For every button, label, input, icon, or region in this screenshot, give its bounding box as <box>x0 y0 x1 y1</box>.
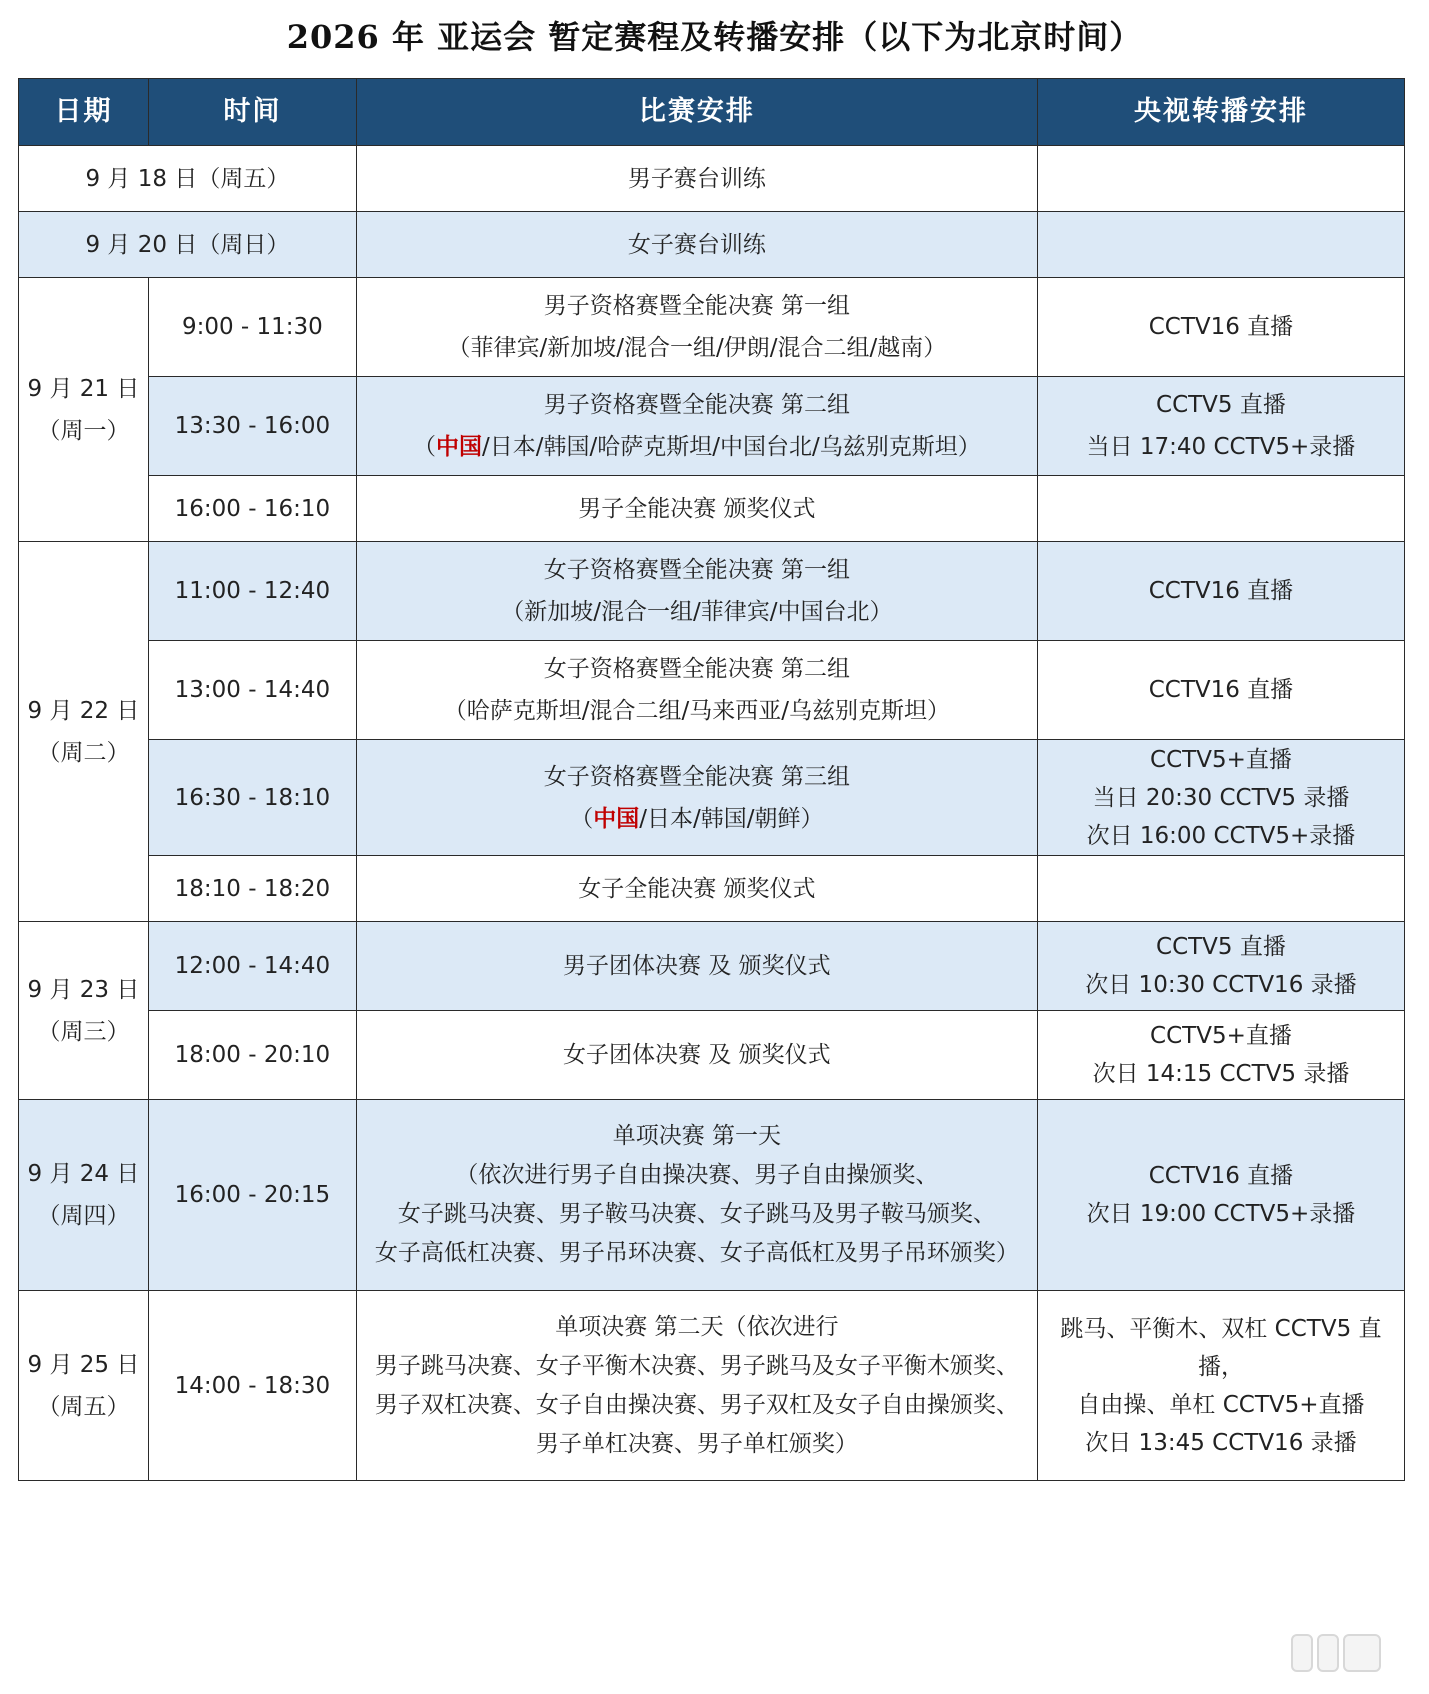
date-cell <box>19 1291 149 1481</box>
broadcast-cell <box>1037 476 1404 542</box>
time-cell: 9:00 - 11:30 <box>148 278 356 377</box>
event-text: （ <box>570 805 594 832</box>
table-row <box>19 641 1405 740</box>
event-text: （ <box>412 434 436 460</box>
broadcast-cell <box>1037 212 1404 278</box>
broadcast-line: CCTV5+直播 <box>1150 1023 1292 1049</box>
table-row <box>19 856 1405 922</box>
event-line <box>361 426 1033 468</box>
broadcast-cell <box>1037 922 1404 1011</box>
time-cell: 16:00 - 20:15 <box>148 1100 356 1291</box>
event-line: 单项决赛 第二天（依次进行 <box>555 1313 839 1340</box>
broadcast-cell <box>1037 1100 1404 1291</box>
event-line: 女子跳马决赛、男子鞍马决赛、女子跳马及男子鞍马颁奖、 <box>397 1201 996 1227</box>
date-text: 9 月 25 日 <box>27 1351 140 1378</box>
event-text: /日本/韩国/朝鲜） <box>639 805 824 832</box>
event-cell <box>356 1100 1037 1291</box>
broadcast-line: 次日 13:45 CCTV16 录播 <box>1085 1429 1357 1456</box>
broadcast-cell: CCTV16 直播 <box>1037 542 1404 641</box>
table-row <box>19 1011 1405 1100</box>
weekday-text: （周五） <box>37 1393 130 1420</box>
event-line: 女子资格赛暨全能决赛 第三组 <box>543 763 851 790</box>
event-line: 女子资格赛暨全能决赛 第二组 <box>543 656 851 682</box>
broadcast-line: 自由操、单杠 CCTV5+直播 <box>1077 1391 1365 1418</box>
date-text: 9 月 23 日 <box>27 976 140 1003</box>
broadcast-line: 次日 14:15 CCTV5 录播 <box>1092 1061 1350 1087</box>
broadcast-cell <box>1037 856 1404 922</box>
broadcast-line: 当日 20:30 CCTV5 录播 <box>1092 784 1350 811</box>
table-row <box>19 146 1405 212</box>
date-cell <box>19 922 149 1100</box>
table-row <box>19 476 1405 542</box>
table-row <box>19 212 1405 278</box>
time-cell: 14:00 - 18:30 <box>148 1291 356 1481</box>
event-cell <box>356 542 1037 641</box>
broadcast-cell <box>1037 1011 1404 1100</box>
event-cell: 女子全能决赛 颁奖仪式 <box>356 856 1037 922</box>
event-cell <box>356 377 1037 476</box>
date-cell <box>19 542 149 922</box>
broadcast-line: 次日 10:30 CCTV16 录播 <box>1085 972 1357 998</box>
event-cell: 女子赛台训练 <box>356 212 1037 278</box>
page-title: 2026 年 亚运会 暂定赛程及转播安排（以下为北京时间） <box>286 18 1143 56</box>
event-line: 女子资格赛暨全能决赛 第一组 <box>543 557 851 583</box>
schedule-table <box>18 78 1405 1481</box>
table-row <box>19 1100 1405 1291</box>
date-text: 9 月 24 日 <box>27 1161 140 1187</box>
event-cell: 男子全能决赛 颁奖仪式 <box>356 476 1037 542</box>
table-row <box>19 278 1405 377</box>
event-line: （新加坡/混合一组/菲律宾/中国台北） <box>501 599 893 625</box>
event-text: /日本/韩国/哈萨克斯坦/中国台北/乌兹别克斯坦） <box>481 434 981 460</box>
time-cell: 16:30 - 18:10 <box>148 740 356 856</box>
event-line: 女子高低杠决赛、男子吊环决赛、女子高低杠及男子吊环颁奖） <box>374 1240 1019 1266</box>
broadcast-cell: CCTV16 直播 <box>1037 278 1404 377</box>
header-date: 日期 <box>19 79 149 146</box>
event-line: （哈萨克斯坦/混合二组/马来西亚/乌兹别克斯坦） <box>443 698 950 724</box>
event-cell <box>356 740 1037 856</box>
date-text: 9 月 21 日 <box>27 375 140 402</box>
broadcast-line: 跳马、平衡木、双杠 CCTV5 直播， <box>1060 1315 1382 1380</box>
event-line: 男子跳马决赛、女子平衡木决赛、男子跳马及女子平衡木颁奖、 <box>374 1352 1019 1379</box>
broadcast-line: CCTV5 直播 <box>1156 934 1286 960</box>
time-cell: 13:00 - 14:40 <box>148 641 356 740</box>
broadcast-line: 当日 17:40 CCTV5+录播 <box>1086 434 1356 460</box>
event-cell <box>356 278 1037 377</box>
china-highlight: 中国 <box>435 434 482 460</box>
event-cell: 女子团体决赛 及 颁奖仪式 <box>356 1011 1037 1100</box>
event-line: （菲律宾/新加坡/混合一组/伊朗/混合二组/越南） <box>447 335 947 361</box>
event-cell: 男子团体决赛 及 颁奖仪式 <box>356 922 1037 1011</box>
time-cell: 18:00 - 20:10 <box>148 1011 356 1100</box>
table-row <box>19 377 1405 476</box>
broadcast-line: CCTV16 直播 <box>1148 1163 1294 1189</box>
weekday-text: （周四） <box>37 1203 130 1229</box>
china-highlight: 中国 <box>593 805 640 832</box>
header-time: 时间 <box>148 79 356 146</box>
table-row <box>19 542 1405 641</box>
date-cell: 9 月 18 日（周五） <box>19 146 357 212</box>
table-header-row <box>19 79 1405 146</box>
date-cell: 9 月 20 日（周日） <box>19 212 357 278</box>
event-line: 男子双杠决赛、女子自由操决赛、男子双杠及女子自由操颁奖、 <box>374 1391 1019 1418</box>
event-line: 男子资格赛暨全能决赛 第二组 <box>543 392 851 418</box>
event-line: 男子资格赛暨全能决赛 第一组 <box>543 293 851 319</box>
header-events: 比赛安排 <box>356 79 1037 146</box>
broadcast-cell: CCTV16 直播 <box>1037 641 1404 740</box>
event-line <box>361 798 1033 840</box>
weekday-text: （周一） <box>37 417 130 444</box>
time-cell: 11:00 - 12:40 <box>148 542 356 641</box>
broadcast-cell <box>1037 740 1404 856</box>
broadcast-line: 次日 16:00 CCTV5+录播 <box>1086 822 1356 849</box>
header-broadcast: 央视转播安排 <box>1037 79 1404 146</box>
event-line: 单项决赛 第一天 <box>612 1123 782 1149</box>
weekday-text: （周三） <box>37 1018 130 1045</box>
broadcast-cell <box>1037 146 1404 212</box>
event-line: 男子单杠决赛、男子单杠颁奖） <box>535 1430 858 1457</box>
event-cell <box>356 1291 1037 1481</box>
table-row <box>19 922 1405 1011</box>
broadcast-cell <box>1037 377 1404 476</box>
date-cell <box>19 1100 149 1291</box>
time-cell: 18:10 - 18:20 <box>148 856 356 922</box>
time-cell: 16:00 - 16:10 <box>148 476 356 542</box>
time-cell: 13:30 - 16:00 <box>148 377 356 476</box>
table-row <box>19 1291 1405 1481</box>
broadcast-line: CCTV5 直播 <box>1156 392 1286 418</box>
weekday-text: （周二） <box>37 739 130 766</box>
broadcast-line: 次日 19:00 CCTV5+录播 <box>1086 1201 1356 1227</box>
date-text: 9 月 22 日 <box>27 697 140 724</box>
event-cell <box>356 641 1037 740</box>
broadcast-cell <box>1037 1291 1404 1481</box>
watermark-icon <box>1291 1632 1381 1672</box>
time-cell: 12:00 - 14:40 <box>148 922 356 1011</box>
event-line: （依次进行男子自由操决赛、男子自由操颁奖、 <box>455 1162 939 1188</box>
table-row <box>19 740 1405 856</box>
date-cell <box>19 278 149 542</box>
broadcast-line: CCTV5+直播 <box>1150 746 1292 773</box>
event-cell: 男子赛台训练 <box>356 146 1037 212</box>
